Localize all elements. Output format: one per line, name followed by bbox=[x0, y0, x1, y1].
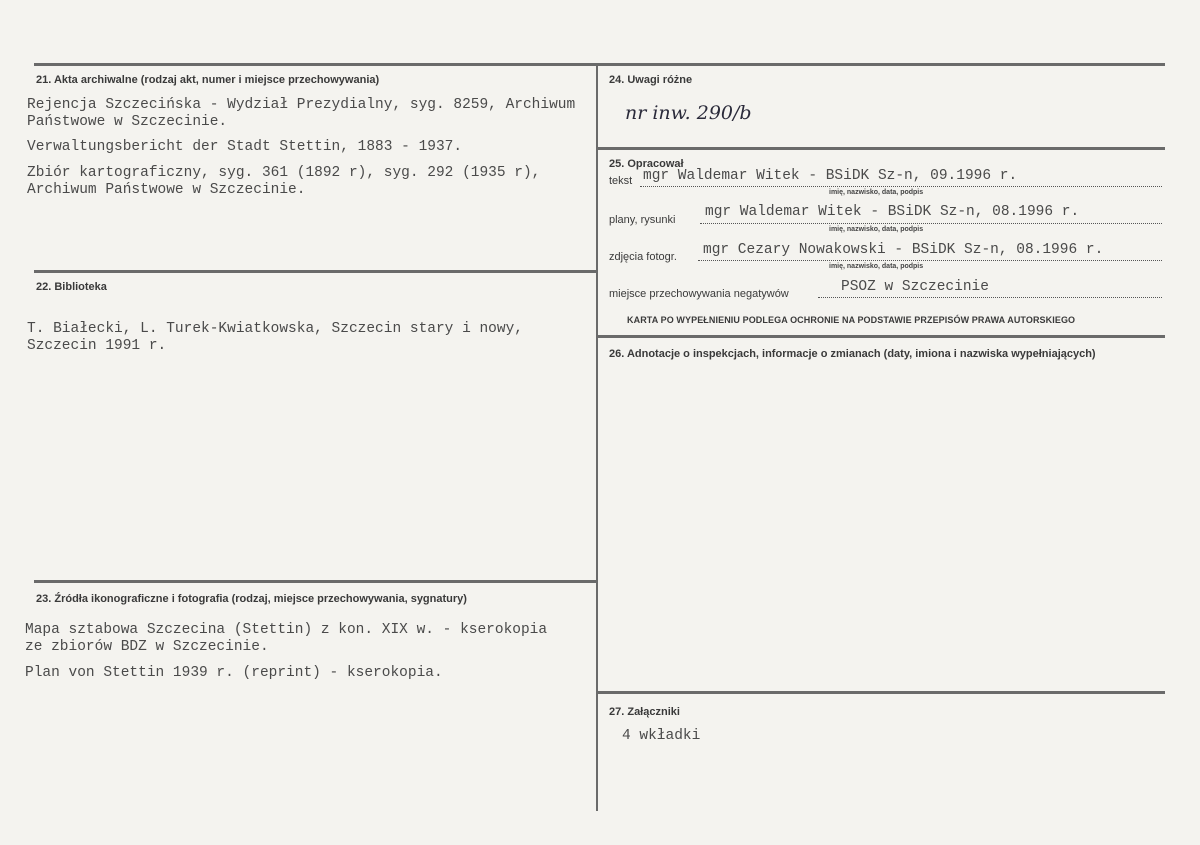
section-22-label: 22. Biblioteka bbox=[36, 281, 107, 293]
section-23-line-1: Mapa sztabowa Szczecina (Stettin) z kon. XIX w. - kserokopia bbox=[25, 622, 548, 638]
section-23-line-2: ze zbiorów BDZ w Szczecinie. bbox=[25, 639, 269, 655]
plany-dotted-line bbox=[700, 223, 1162, 224]
rule-25-26 bbox=[597, 335, 1165, 338]
tekst-caption: imię, nazwisko, data, podpis bbox=[829, 189, 924, 196]
section-24-label: 24. Uwagi różne bbox=[609, 74, 693, 86]
tekst-dotted-line bbox=[640, 186, 1162, 187]
zdjecia-value: mgr Cezary Nowakowski - BSiDK Sz-n, 08.1996 r. bbox=[703, 242, 1104, 258]
section-22-line-2: Szczecin 1991 r. bbox=[27, 338, 167, 354]
section-21-line-3: Verwaltungsbericht der Stadt Stettin, 1883 - 1937. bbox=[27, 139, 463, 155]
top-rule bbox=[34, 63, 1165, 66]
plany-label: plany, rysunki bbox=[609, 214, 676, 226]
inventory-number-handwritten: nr inw. 290/b bbox=[625, 102, 752, 124]
negatywy-dotted-line bbox=[818, 297, 1162, 298]
negatywy-value: PSOZ w Szczecinie bbox=[841, 279, 989, 295]
tekst-label: tekst bbox=[609, 175, 633, 187]
section-21-line-4: Zbiór kartograficzny, syg. 361 (1892 r), syg. 292 (1935 r), bbox=[27, 165, 541, 181]
rule-26-27 bbox=[597, 691, 1165, 694]
section-23-line-3: Plan von Stettin 1939 r. (reprint) - kserokopia. bbox=[25, 665, 443, 681]
section-25-label: 25. Opracował bbox=[609, 158, 684, 170]
column-divider bbox=[596, 63, 598, 811]
section-26-label: 26. Adnotacje o inspekcjach, informacje o zmianach (daty, imiona i nazwiska wypełniających) bbox=[609, 348, 1096, 360]
section-22-line-1: T. Białecki, L. Turek-Kwiatkowska, Szczecin stary i nowy, bbox=[27, 321, 523, 337]
tekst-value: mgr Waldemar Witek - BSiDK Sz-n, 09.1996 r. bbox=[643, 168, 1018, 184]
zdjecia-caption: imię, nazwisko, data, podpis bbox=[829, 263, 924, 270]
section-21-line-2: Państwowe w Szczecinie. bbox=[27, 114, 228, 130]
section-21-line-1: Rejencja Szczecińska - Wydział Prezydialny, syg. 8259, Archiwum bbox=[27, 97, 576, 113]
copyright-notice: KARTA PO WYPEŁNIENIU PODLEGA OCHRONIE NA PODSTAWIE PRZEPISÓW PRAWA AUTORSKIEGO bbox=[627, 315, 1076, 325]
zdjecia-dotted-line bbox=[698, 260, 1162, 261]
zdjecia-label: zdjęcia fotogr. bbox=[609, 251, 677, 263]
rule-21-22 bbox=[34, 270, 597, 273]
negatywy-label: miejsce przechowywania negatywów bbox=[609, 288, 789, 300]
plany-value: mgr Waldemar Witek - BSiDK Sz-n, 08.1996 r. bbox=[705, 204, 1080, 220]
rule-24-25 bbox=[597, 147, 1165, 150]
section-27-label: 27. Załączniki bbox=[609, 706, 680, 718]
section-21-label: 21. Akta archiwalne (rodzaj akt, numer i miejsce przechowywania) bbox=[36, 74, 380, 86]
section-21-line-5: Archiwum Państwowe w Szczecinie. bbox=[27, 182, 306, 198]
rule-22-23 bbox=[34, 580, 597, 583]
attachments-value: 4 wkładki bbox=[622, 728, 701, 744]
plany-caption: imię, nazwisko, data, podpis bbox=[829, 226, 924, 233]
section-23-label: 23. Źródła ikonograficzne i fotografia (rodzaj, miejsce przechowywania, sygnatury) bbox=[36, 593, 467, 605]
